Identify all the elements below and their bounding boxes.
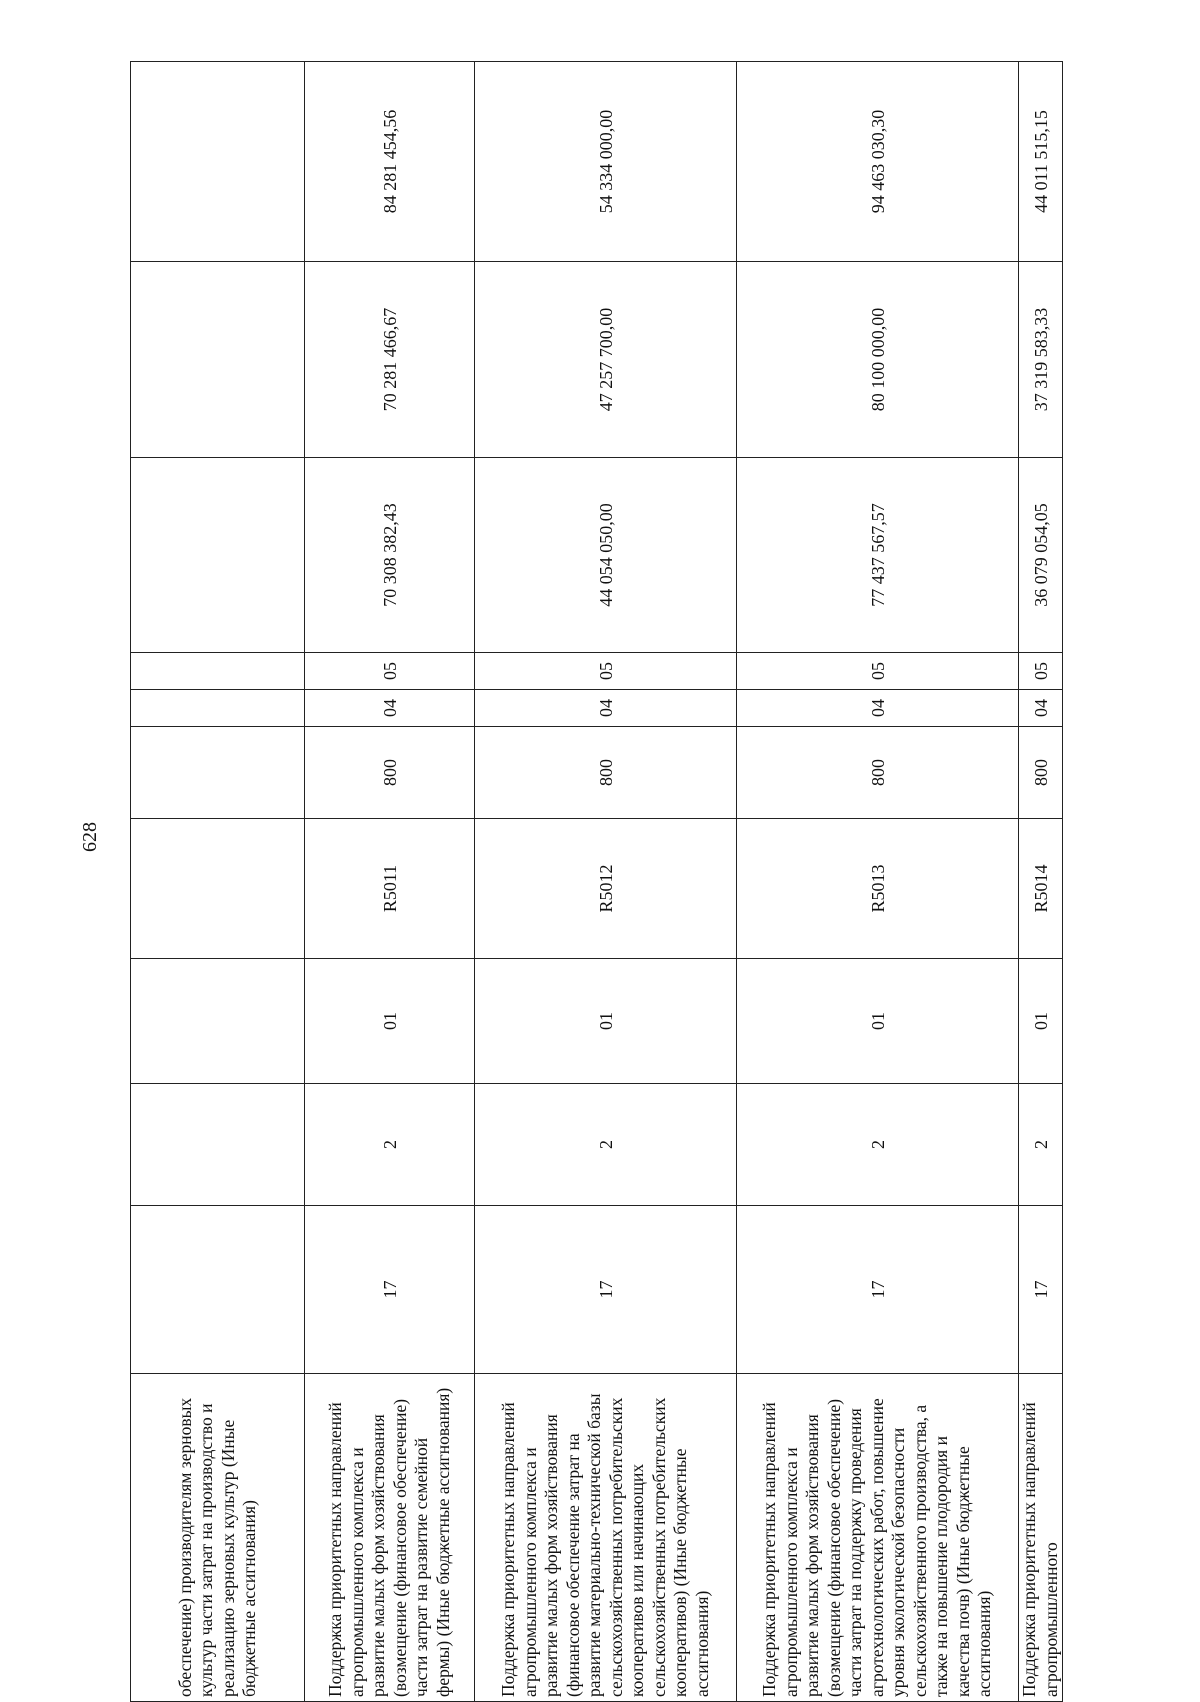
section-cell: 04 bbox=[305, 690, 475, 727]
description-cell: обеспечение) производителям зерновых культур части затрат на производство и реализацию зерновых культур (Иные бюджетные ассигнования) bbox=[131, 1374, 305, 1702]
description-cell: Поддержка приоритетных направлений агропромышленного комплекса и развитие малых форм хозяйствования (финансовое обеспечение затрат на развитие материально-технической базы сельскохозяйственных потребительских кооперативов или начинающих сельскохозяйственных потребительских кооперативов) (Иные бюджетные ассигнования) bbox=[475, 1374, 737, 1702]
main-event-cell: 01 bbox=[1019, 959, 1063, 1084]
table-row bbox=[305, 62, 475, 1702]
sum-2021-cell: 80 100 000,00 bbox=[737, 262, 1019, 458]
sum-2021-cell bbox=[131, 262, 305, 458]
main-event-cell: 01 bbox=[475, 959, 737, 1084]
subprogram-cell: 2 bbox=[1019, 1084, 1063, 1206]
program-cell: 17 bbox=[1019, 1206, 1063, 1374]
main-event-cell: 01 bbox=[737, 959, 1019, 1084]
sum-2020-cell: 36 079 054,05 bbox=[1019, 458, 1063, 653]
direction-cell: R5011 bbox=[305, 819, 475, 959]
program-cell: 17 bbox=[475, 1206, 737, 1374]
kvr-cell: 800 bbox=[1019, 727, 1063, 819]
page-number: 628 bbox=[79, 822, 101, 852]
direction-cell: R5012 bbox=[475, 819, 737, 959]
sum-2020-cell bbox=[131, 458, 305, 653]
main-event-cell: 01 bbox=[305, 959, 475, 1084]
sum-2022-cell: 54 334 000,00 bbox=[475, 62, 737, 262]
direction-cell: R5013 bbox=[737, 819, 1019, 959]
budget-table bbox=[130, 61, 1063, 1702]
subprogram-cell: 2 bbox=[737, 1084, 1019, 1206]
sum-2022-cell: 44 011 515,15 bbox=[1019, 62, 1063, 262]
budget-table-holder bbox=[130, 62, 1061, 1702]
table-row bbox=[737, 62, 1019, 1702]
sum-2021-cell: 37 319 583,33 bbox=[1019, 262, 1063, 458]
sum-2021-cell: 70 281 466,67 bbox=[305, 262, 475, 458]
kvr-cell: 800 bbox=[475, 727, 737, 819]
sum-2020-cell: 44 054 050,00 bbox=[475, 458, 737, 653]
sum-2022-cell: 94 463 030,30 bbox=[737, 62, 1019, 262]
program-cell: 17 bbox=[305, 1206, 475, 1374]
subprogram-cell: 2 bbox=[475, 1084, 737, 1206]
program-cell bbox=[131, 1206, 305, 1374]
subsection-cell: 05 bbox=[1019, 653, 1063, 690]
kvr-cell bbox=[131, 727, 305, 819]
subsection-cell: 05 bbox=[737, 653, 1019, 690]
table-row bbox=[1019, 62, 1063, 1702]
table-row bbox=[131, 62, 305, 1702]
subprogram-cell bbox=[131, 1084, 305, 1206]
section-cell bbox=[131, 690, 305, 727]
sum-2022-cell: 84 281 454,56 bbox=[305, 62, 475, 262]
table-body bbox=[131, 62, 1063, 1702]
sum-2020-cell: 77 437 567,57 bbox=[737, 458, 1019, 653]
description-cell: Поддержка приоритетных направлений агропромышленного комплекса и развитие малых форм хозяйствования (возмещение (финансовое обеспечение) части затрат на поддержку проведения агротехнологических работ, повышение уровня экологической безопасности сельскохозяйственного производства, а также на повышение плодородия и качества почв) (Иные бюджетные ассигнования) bbox=[737, 1374, 1019, 1702]
description-cell: Поддержка приоритетных направлений агропромышленного комплекса и развитие малых форм хозяйствования (возмещение (финансовое обеспечение) части затрат на развитие семейной фермы) (Иные бюджетные ассигнования) bbox=[305, 1374, 475, 1702]
direction-cell bbox=[131, 819, 305, 959]
sum-2022-cell bbox=[131, 62, 305, 262]
subsection-cell bbox=[131, 653, 305, 690]
kvr-cell: 800 bbox=[737, 727, 1019, 819]
section-cell: 04 bbox=[1019, 690, 1063, 727]
kvr-cell: 800 bbox=[305, 727, 475, 819]
table-row bbox=[475, 62, 737, 1702]
sum-2021-cell: 47 257 700,00 bbox=[475, 262, 737, 458]
subsection-cell: 05 bbox=[305, 653, 475, 690]
sum-2020-cell: 70 308 382,43 bbox=[305, 458, 475, 653]
direction-cell: R5014 bbox=[1019, 819, 1063, 959]
description-cell: Поддержка приоритетных направлений агропромышленного bbox=[1019, 1374, 1063, 1702]
section-cell: 04 bbox=[737, 690, 1019, 727]
subprogram-cell: 2 bbox=[305, 1084, 475, 1206]
main-event-cell bbox=[131, 959, 305, 1084]
program-cell: 17 bbox=[737, 1206, 1019, 1374]
subsection-cell: 05 bbox=[475, 653, 737, 690]
section-cell: 04 bbox=[475, 690, 737, 727]
